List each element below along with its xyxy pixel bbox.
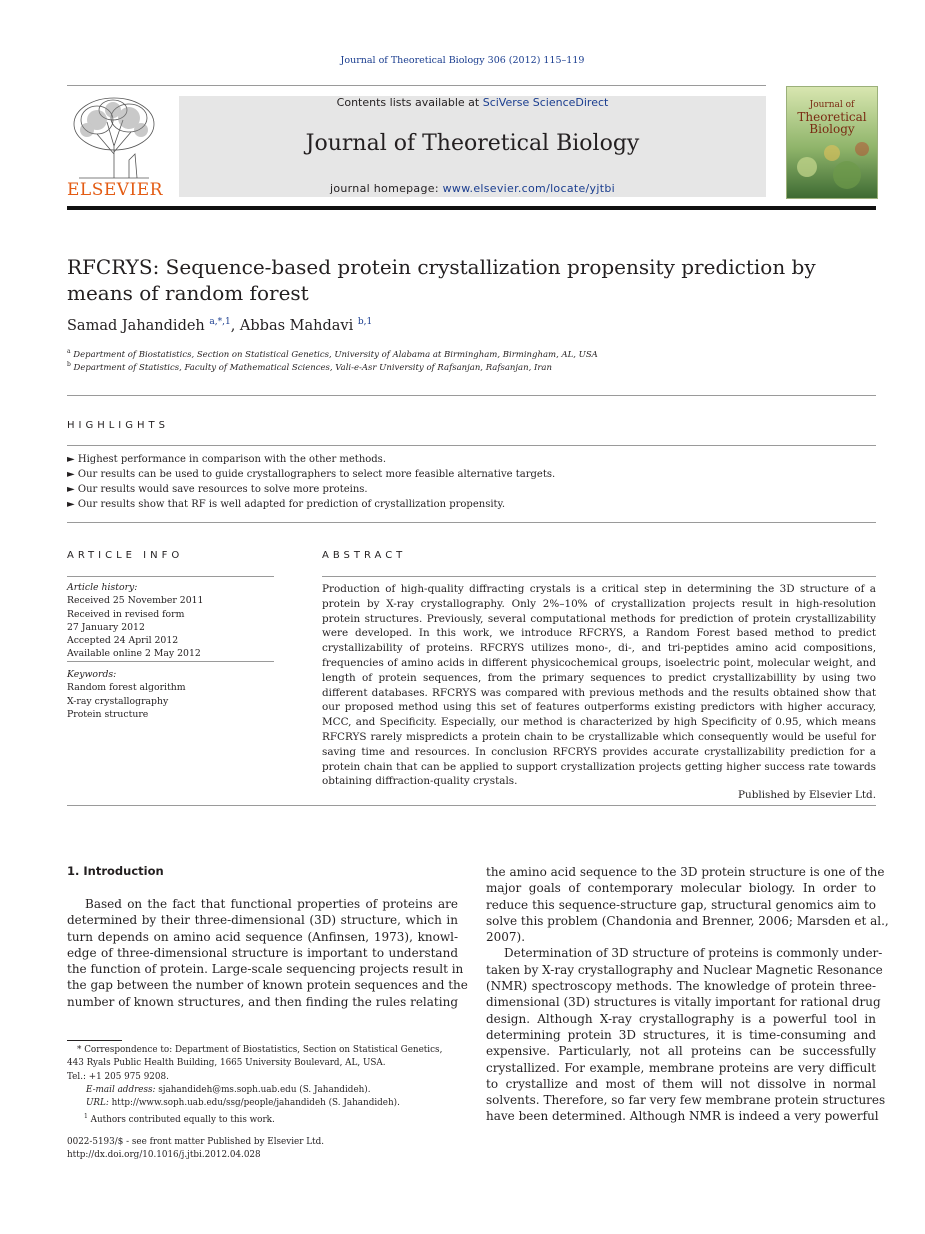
abstract-heading: ABSTRACT: [322, 550, 407, 561]
paragraph-line: reduce this sequence-structure gap, structural genomics aim to: [486, 897, 876, 912]
issn-line: 0022-5193/$ - see front matter Published by Elsevier Ltd.: [67, 1137, 325, 1147]
doi-link[interactable]: http://dx.doi.org/10.1016/j.jtbi.2012.04.028: [67, 1150, 261, 1161]
footnote-1: [67, 1110, 458, 1127]
paragraph-line: to crystallize and most of them will not dissolve in normal: [486, 1076, 876, 1091]
abstract-line: MCC, and Specificity. Especially, our method is characterized by high Specificity of 0.95, which means: [322, 716, 876, 729]
footnote-email: [67, 1084, 458, 1097]
url-label: URL:: [86, 1098, 109, 1109]
history-entry: Received in revised form: [67, 608, 185, 620]
paragraph-line: edge of three-dimensional structure is important to understand: [67, 945, 458, 960]
abstract-line: RFCRYS rarely mispredicts a protein chain to be crystallizable which consequently would be useful for: [322, 730, 876, 743]
abstract-line: protein by X-ray crystallography. Only 2%–10% of crystallization projects result in high-resolution: [322, 597, 876, 610]
abstract-line: protein chain that can be applied to support crystallization projects getting higher success rate towards: [322, 760, 876, 773]
paragraph-line: Determination of 3D structure of proteins is commonly under-: [504, 946, 883, 961]
intro-left-column: [67, 896, 468, 1010]
paragraph-line: expensive. Particularly, not all proteins can be successfully: [486, 1044, 876, 1059]
paragraph-line: (NMR) spectroscopy methods. The knowledge of protein three-: [486, 979, 876, 994]
cover-text-1: Journal of: [809, 100, 855, 110]
affiliation-a-marker: a: [67, 348, 71, 355]
running-head[interactable]: Journal of Theoretical Biology 306 (2012) 115–119: [340, 55, 585, 66]
keywords-label: Keywords:: [67, 669, 117, 680]
author-separator: ,: [230, 318, 240, 334]
paragraph-line: the gap between the number of known protein sequences and the: [67, 978, 468, 993]
keyword: Protein structure: [67, 708, 149, 720]
paragraph-line: solve this problem (Chandonia and Brenner, 2006; Marsden et al.,: [486, 913, 889, 928]
url-link[interactable]: http://www.soph.uab.edu/ssg/people/jahandideh (S. Jahandideh).: [108, 1098, 400, 1109]
intro-right-column: [486, 864, 889, 1125]
article-info-rule: [67, 576, 274, 577]
highlight-item: ► Our results would save resources to solve more proteins.: [67, 484, 368, 495]
footnote-url: [67, 1097, 458, 1110]
elsevier-wordmark: ELSEVIER: [67, 180, 163, 200]
paragraph-line: number of known structures, and then finding the rules relating: [67, 994, 458, 1009]
article-history: [67, 581, 274, 661]
keyword: Random forest algorithm: [67, 682, 186, 694]
paragraph-line: design. Although X-ray crystallography is a powerful tool in: [486, 1011, 876, 1026]
abstract-line: were developed. In this work, we introduce RFCRYS, a Random Forest based method to predict: [322, 627, 876, 640]
paragraph-line: determining protein 3D structures, it is time-consuming and: [486, 1027, 876, 1042]
highlight-item: ► Highest performance in comparison with the other methods.: [67, 454, 386, 465]
affiliation-a-text: Department of Biostatistics, Section on Statistical Genetics, University of Alabama at Birmingham, Birmingham, AL, USA: [73, 349, 598, 360]
abstract-rule: [322, 576, 876, 577]
highlights-heading: HIGHLIGHTS: [67, 420, 169, 431]
article-title: [67, 254, 867, 306]
paragraph-line: determined by their three-dimensional (3D) structure, which in: [67, 913, 458, 928]
footnote-rule: [67, 1040, 122, 1041]
footnote-1-marker: 1: [84, 1113, 88, 1121]
abstract-line: protein structures. Previously, several computational methods for prediction of protein crystallizability: [322, 612, 876, 625]
journal-title: Journal of Theoretical Biology: [305, 131, 640, 156]
paragraph-line: the function of protein. Large-scale sequencing projects result in: [67, 962, 464, 977]
homepage-prefix: journal homepage:: [330, 182, 443, 195]
abstract-line: our proposed method using this set of features outperforms existing predictors with higher accuracy,: [322, 701, 876, 714]
keywords: [67, 668, 274, 721]
email-address[interactable]: sjahandideh@ms.soph.uab.edu (S. Jahandideh).: [155, 1084, 371, 1095]
history-entry: Accepted 24 April 2012: [67, 635, 179, 647]
footnotes: [67, 1044, 458, 1128]
contents-prefix: Contents lists available at: [336, 96, 483, 109]
published-by: Published by Elsevier Ltd.: [738, 789, 876, 801]
cover-text-2: Theoretical: [797, 110, 867, 124]
footnote-1-text: Authors contributed equally to this work.: [90, 1115, 275, 1126]
affiliation-b-text: Department of Statistics, Faculty of Mathematical Sciences, Vali-e-Asr University of Rafsanjan, Rafsanjan, Iran: [73, 362, 552, 373]
abstract-line: frequencies of amino acids in different physicochemical groups, isoelectric point, molecular weight, and: [322, 656, 876, 669]
paragraph-line: dimensional (3D) structures is vitally important for rational drug: [486, 995, 881, 1010]
footnote-telephone: Tel.: +1 205 975 9208.: [67, 1071, 169, 1082]
author-2-affiliation[interactable]: b,1: [357, 317, 373, 328]
homepage-line: [179, 182, 766, 195]
contents-line: [179, 96, 766, 109]
highlights-sub-rule: [67, 445, 876, 446]
keyword: X-ray crystallography: [67, 695, 169, 707]
history-entry: Received 25 November 2011: [67, 595, 204, 607]
cover-text-3: Biology: [809, 122, 855, 136]
affiliation-a: [67, 348, 598, 360]
highlights-bottom-rule: [67, 522, 876, 523]
highlight-item: ► Our results can be used to guide crystallographers to select more feasible alternative targets.: [67, 469, 556, 480]
email-label: E-mail address:: [86, 1084, 156, 1095]
footnote-correspondence: * Correspondence to: Department of Biostatistics, Section on Statistical Genetics,: [77, 1045, 443, 1055]
author-list: [67, 318, 372, 334]
paragraph-line: turn depends on amino acid sequence (Anfinsen, 1973), knowl-: [67, 929, 458, 944]
article-title-line-1: RFCRYS: Sequence-based protein crystallization propensity prediction by: [67, 255, 816, 279]
highlight-item: ► Our results show that RF is well adapted for prediction of crystallization propensity.: [67, 499, 506, 510]
sciencedirect-link[interactable]: SciVerse ScienceDirect: [482, 96, 609, 109]
footnote-address: 443 Ryals Public Health Building, 1665 University Boulevard, AL, USA.: [67, 1058, 386, 1069]
abstract-line: different databases. RFCRYS was compared with previous methods and the results obtained show that: [322, 686, 876, 699]
highlights-list: [67, 452, 876, 512]
paragraph-line: Based on the fact that functional properties of proteins are: [85, 897, 458, 911]
front-matter-meta: [67, 1136, 324, 1163]
paragraph-line: taken by X-ray crystallography and Nuclear Magnetic Resonance: [486, 962, 883, 977]
history-entry: Available online 2 May 2012: [67, 648, 201, 660]
abstract-text: [322, 582, 876, 789]
abstract-line: saving time and resources. In conclusion RFCRYS provides accurate crystallizability prediction for a: [322, 745, 876, 758]
abstract-line: length of protein sequences, from the primary sequences to predict crystallizabillity by using two: [322, 671, 876, 684]
paragraph-line: have been determined. Although NMR is indeed a very powerful: [486, 1109, 879, 1124]
paragraph-line: the amino acid sequence to the 3D protein structure is one of the: [486, 865, 885, 879]
paragraph-line: major goals of contemporary molecular biology. In order to: [486, 881, 876, 896]
author-1-affiliation[interactable]: a,*,1: [209, 317, 231, 328]
section-heading-introduction: 1. Introduction: [67, 864, 164, 878]
paragraph-line: crystallized. For example, membrane proteins are very difficult: [486, 1060, 876, 1075]
paragraph-line: 2007).: [486, 930, 526, 945]
history-entry: 27 January 2012: [67, 621, 145, 633]
abstract-bottom-rule: [67, 805, 876, 806]
article-title-line-2: means of random forest: [67, 281, 309, 305]
affiliation-b: [67, 361, 552, 373]
masthead-top-rule: [67, 85, 766, 86]
masthead-bottom-rule: [67, 206, 876, 210]
affiliation-b-marker: b: [67, 361, 71, 368]
article-history-label: Article history:: [67, 582, 138, 593]
article-info-heading: ARTICLE INFO: [67, 550, 184, 561]
abstract-line: obtaining diffraction-quality crystals.: [322, 775, 518, 788]
paragraph-line: solvents. Therefore, so far very few membrane protein structures: [486, 1093, 886, 1108]
journal-cover-image: [786, 86, 878, 199]
keywords-rule: [67, 661, 274, 662]
author-2[interactable]: Abbas Mahdavi: [239, 318, 354, 334]
abstract-line: Production of high-quality diffracting crystals is a critical step in determining the 3D structure of a: [322, 583, 876, 595]
author-1[interactable]: Samad Jahandideh: [67, 318, 205, 334]
abstract-line: crystallizability of proteins. RFCRYS utilizes mono-, di-, and tri-peptides amino acid compositions,: [322, 642, 876, 655]
homepage-link[interactable]: www.elsevier.com/locate/yjtbi: [442, 182, 615, 195]
highlights-top-rule: [67, 395, 876, 396]
